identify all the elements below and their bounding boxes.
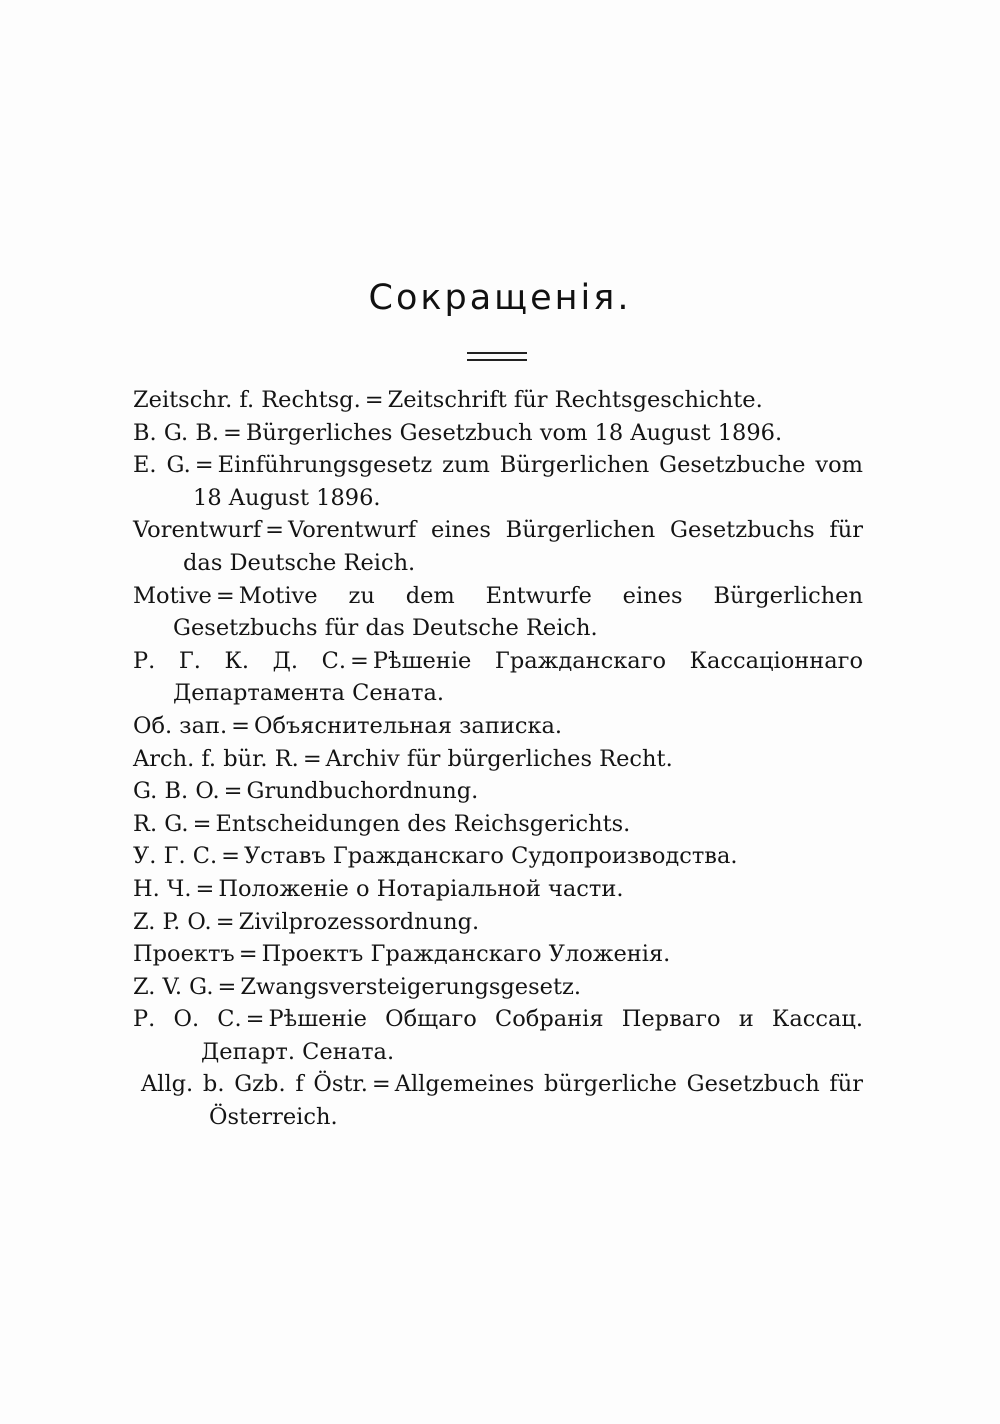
abbreviation-entry [133, 1003, 863, 1068]
entry-meaning: Vorentwurf eines Bürgerlichen Gesetzbuchs für das Deutsche Reich. [183, 517, 863, 576]
entry-meaning: Zivilprozessordnung. [238, 908, 480, 935]
entry-meaning: Bürgerliches Gesetzbuch vom 18 August 1896. [245, 419, 783, 446]
equals-sign: = [350, 647, 369, 674]
abbreviation-entry [133, 775, 863, 808]
entry-abbreviation: Allg. b. Gzb. f Östr. [141, 1071, 368, 1098]
equals-sign: = [223, 419, 242, 446]
entry-abbreviation: E. G. [133, 452, 191, 479]
abbreviation-entry [133, 417, 863, 450]
equals-sign: = [265, 517, 285, 544]
equals-sign: = [217, 973, 237, 1000]
abbreviation-entry [133, 840, 863, 873]
abbreviation-entry [133, 645, 863, 710]
abbreviation-entry [133, 449, 863, 514]
entry-abbreviation: Z. V. G. [133, 973, 214, 1000]
entry-meaning: Проектъ Гражданскаго Уложенія. [261, 941, 671, 968]
entry-meaning: Объяснительная записка. [254, 712, 563, 739]
entry-meaning: Рѣшеніе Гражданскаго Кассаціоннаго Департамента Сената. [173, 647, 864, 707]
entry-abbreviation: G. B. O. [133, 778, 220, 805]
entry-abbreviation: Н. Ч. [133, 875, 192, 902]
abbreviation-list [133, 384, 863, 1134]
equals-sign: = [238, 941, 258, 968]
entry-abbreviation: Z. P. O. [133, 908, 212, 935]
entry-abbreviation: У. Г. С. [133, 843, 218, 870]
entry-meaning: Allgemeines bürgerliche Gesetzbuch für Österreich. [209, 1071, 863, 1131]
equals-sign: = [221, 843, 240, 870]
entry-meaning: Zwangsversteigerungsgesetz. [240, 973, 582, 1000]
abbreviation-entry [133, 384, 863, 417]
abbreviation-entry [133, 873, 863, 906]
entry-meaning: Motive zu dem Entwurfe eines Bürgerlichen Gesetzbuchs für das Deutsche Reich. [173, 582, 863, 642]
abbreviation-entry [133, 514, 863, 579]
equals-sign: = [223, 778, 243, 805]
equals-sign: = [192, 810, 212, 837]
entry-meaning: Einführungsgesetz zum Bürgerlichen Gesetzbuche vom 18 August 1896. [193, 452, 863, 511]
entry-meaning: Grundbuchordnung. [246, 778, 479, 805]
equals-sign: = [245, 1006, 265, 1033]
entry-abbreviation: Zeitschr. f. Rechtsg. [133, 387, 361, 413]
equals-sign: = [215, 582, 235, 609]
abbreviation-entry [133, 580, 863, 645]
equals-sign: = [215, 908, 235, 935]
entry-abbreviation: B. G. B. [133, 419, 220, 446]
entry-meaning: Archiv für bürgerliches Recht. [325, 745, 673, 772]
equals-sign: = [371, 1071, 391, 1098]
abbreviation-entry [133, 971, 863, 1004]
entry-meaning: Уставъ Гражданскаго Судопроизводства. [244, 843, 738, 870]
entry-abbreviation: Р. О. С. [133, 1006, 242, 1033]
page-title: Сокращенія. [368, 278, 632, 318]
entry-abbreviation: Об. зап. [133, 712, 228, 739]
equals-sign: = [302, 745, 322, 772]
entry-abbreviation: Vorentwurf [133, 517, 262, 544]
equals-sign: = [231, 712, 250, 739]
entry-meaning: Zeitschrift für Rechtsgeschichte. [387, 387, 763, 413]
equals-sign: = [195, 875, 215, 902]
abbreviation-entry [133, 906, 863, 939]
abbreviation-entry [133, 808, 863, 841]
entry-meaning: Entscheidungen des Reichsgerichts. [215, 810, 631, 837]
entry-abbreviation: Arch. f. bür. R. [133, 745, 299, 772]
entry-meaning: Рѣшеніе Общаго Собранія Перваго и Кассац. Департ. Сената. [201, 1006, 863, 1065]
entry-abbreviation: Р. Г. К. Д. С. [133, 647, 347, 674]
abbreviation-entry [141, 1068, 863, 1133]
abbreviation-entry [133, 938, 863, 971]
entry-abbreviation: Motive [133, 582, 212, 609]
title-double-rule [467, 352, 527, 361]
entry-meaning: Положеніе о Нотаріальной части. [218, 875, 624, 902]
equals-sign: = [364, 387, 384, 413]
abbreviation-entry [133, 743, 863, 776]
abbreviation-entry [133, 710, 863, 743]
entry-abbreviation: R. G. [133, 810, 189, 837]
equals-sign: = [194, 452, 214, 479]
entry-abbreviation: Проектъ [133, 941, 235, 968]
